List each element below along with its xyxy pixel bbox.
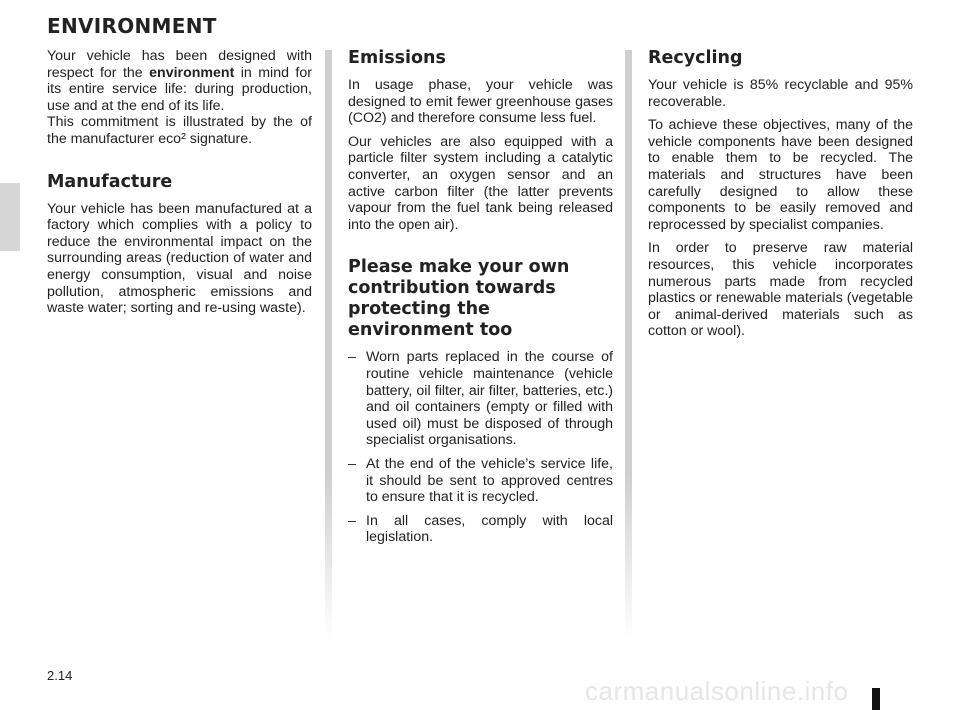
page-title: ENVIRONMENT bbox=[47, 14, 217, 38]
list-item: – At the end of the vehicle’s service life, it should be sent to approved centres to ensure that it is recycled. bbox=[348, 456, 613, 506]
corner-mark bbox=[872, 688, 880, 710]
intro-paragraph bbox=[47, 48, 312, 114]
emissions-paragraph: In usage phase, your vehicle was designed to emit fewer greenhouse gases (CO2) and therefore consume less fuel. bbox=[348, 77, 613, 127]
column-right bbox=[648, 48, 913, 347]
column-middle bbox=[348, 48, 613, 553]
intro-emphasis: environment bbox=[149, 64, 235, 81]
contribution-list bbox=[348, 349, 613, 546]
contribution-heading: Please make your own contribution towards protecting the environment too bbox=[348, 257, 570, 341]
manufacture-heading: Manufacture bbox=[47, 171, 173, 192]
manufacture-text: Your vehicle has been manufactured at a factory which complies with a policy to reduce the environmental impact on the surrounding areas (reduction of water and energy consumption, visual and noise pollution, atmospheric emissions and waste water; sorting and re-using waste). bbox=[47, 200, 312, 317]
column-left bbox=[47, 48, 312, 324]
watermark: carmanualsonline.info bbox=[585, 676, 849, 706]
emissions-paragraph: Our vehicles are also equipped with a particle filter system including a catalytic converter, an oxygen sensor and an active carbon filter (the latter prevents vapour from the fuel tank being released into the open air). bbox=[348, 133, 613, 233]
recycling-paragraph: To achieve these objectives, many of the vehicle components have been designed to enable them to be recycled. The materials and structures have been carefully designed to allow these components to be easily removed and reprocessed by specialist companies. bbox=[648, 117, 913, 233]
emissions-heading: Emissions bbox=[348, 48, 446, 68]
intro-text-before: Your vehicle has been designed with respect for the bbox=[47, 48, 312, 81]
page-number: 2.14 bbox=[47, 668, 73, 683]
list-item: – In all cases, comply with local legislation. bbox=[348, 513, 613, 546]
intro-commitment: This commitment is illustrated by the of the manufacturer eco² signature. bbox=[47, 114, 312, 147]
column-divider bbox=[625, 50, 632, 640]
list-item: – Worn parts replaced in the course of routine vehicle maintenance (vehicle battery, oil filter, air filter, batteries, etc.) and oil containers (empty or filled with used oil) must be disposed of through specialist organisations. bbox=[348, 349, 613, 449]
section-tab bbox=[0, 183, 20, 251]
recycling-paragraph: Your vehicle is 85% recyclable and 95% recoverable. bbox=[648, 77, 913, 110]
recycling-paragraph: In order to preserve raw material resources, this vehicle incorporates numerous parts made from recycled plastics or renewable materials (vegetable or animal-derived materials such as cotton or wool). bbox=[648, 240, 913, 340]
recycling-heading: Recycling bbox=[648, 48, 743, 68]
column-divider bbox=[325, 50, 332, 640]
intro-text-after: in mind for its entire service life: during production, use and at the end of its life. bbox=[47, 64, 312, 114]
